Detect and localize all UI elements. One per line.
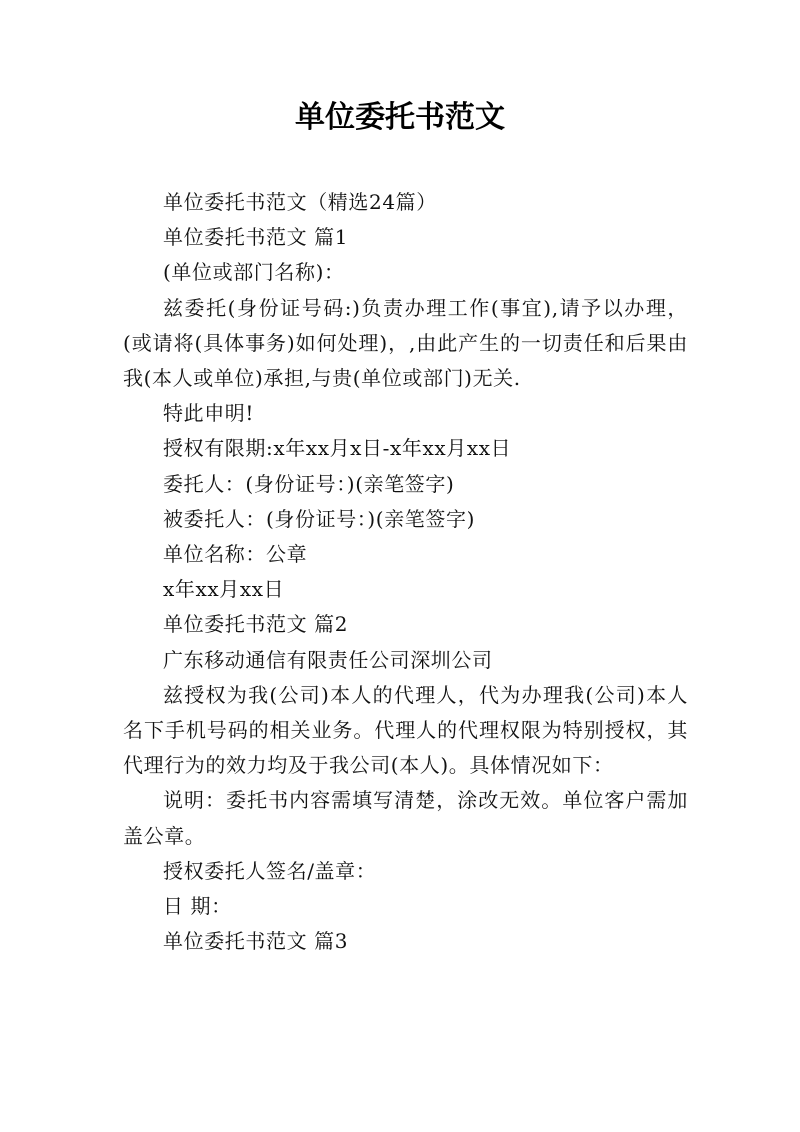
paragraph-intro: 单位委托书范文（精选24篇）: [163, 190, 437, 214]
section-heading-1: 单位委托书范文 篇1: [163, 225, 349, 250]
paragraph-note: 说明：委托书内容需填写清楚，涂改无效。单位客户需加盖公章。: [123, 788, 688, 848]
paragraph-addressee: (单位或部门名称)：: [163, 260, 345, 285]
section-heading-2: 单位委托书范文 篇2: [163, 612, 349, 637]
paragraph-signature: 授权委托人签名/盖章：: [163, 858, 377, 883]
paragraph-org-name: 单位名称：公章: [163, 542, 308, 567]
paragraph-company: 广东移动通信有限责任公司深圳公司: [163, 647, 493, 672]
paragraph-principal: 委托人：(身份证号：)(亲笔签字): [163, 471, 455, 496]
paragraph-authorization: 兹授权为我(公司)本人的代理人，代为办理我(公司)本人名下手机号码的相关业务。代理人的代理权限为特别授权，其代理行为的效力均及于我公司(本人)。具体情况如下：: [123, 682, 688, 778]
paragraph-date: x年xx月xx日: [163, 577, 285, 602]
paragraph-validity: 授权有限期:x年xx月x日-x年xx月xx日: [163, 436, 512, 461]
section-heading-3: 单位委托书范文 篇3: [163, 929, 349, 954]
paragraph-entrust-body: 兹委托(身份证号码:)负责办理工作(事宜),请予以办理，(或请将(具体事务)如何处理)，,由此产生的一切责任和后果由我(本人或单位)承担,与贵(单位或部门)无关.: [123, 295, 688, 391]
paragraph-date-field: 日 期：: [163, 894, 232, 919]
paragraph-agent: 被委托人：(身份证号：)(亲笔签字): [163, 506, 476, 531]
document-title: 单位委托书范文: [295, 100, 505, 135]
document-body: [123, 185, 688, 959]
paragraph-declaration: 特此申明!: [163, 401, 255, 426]
